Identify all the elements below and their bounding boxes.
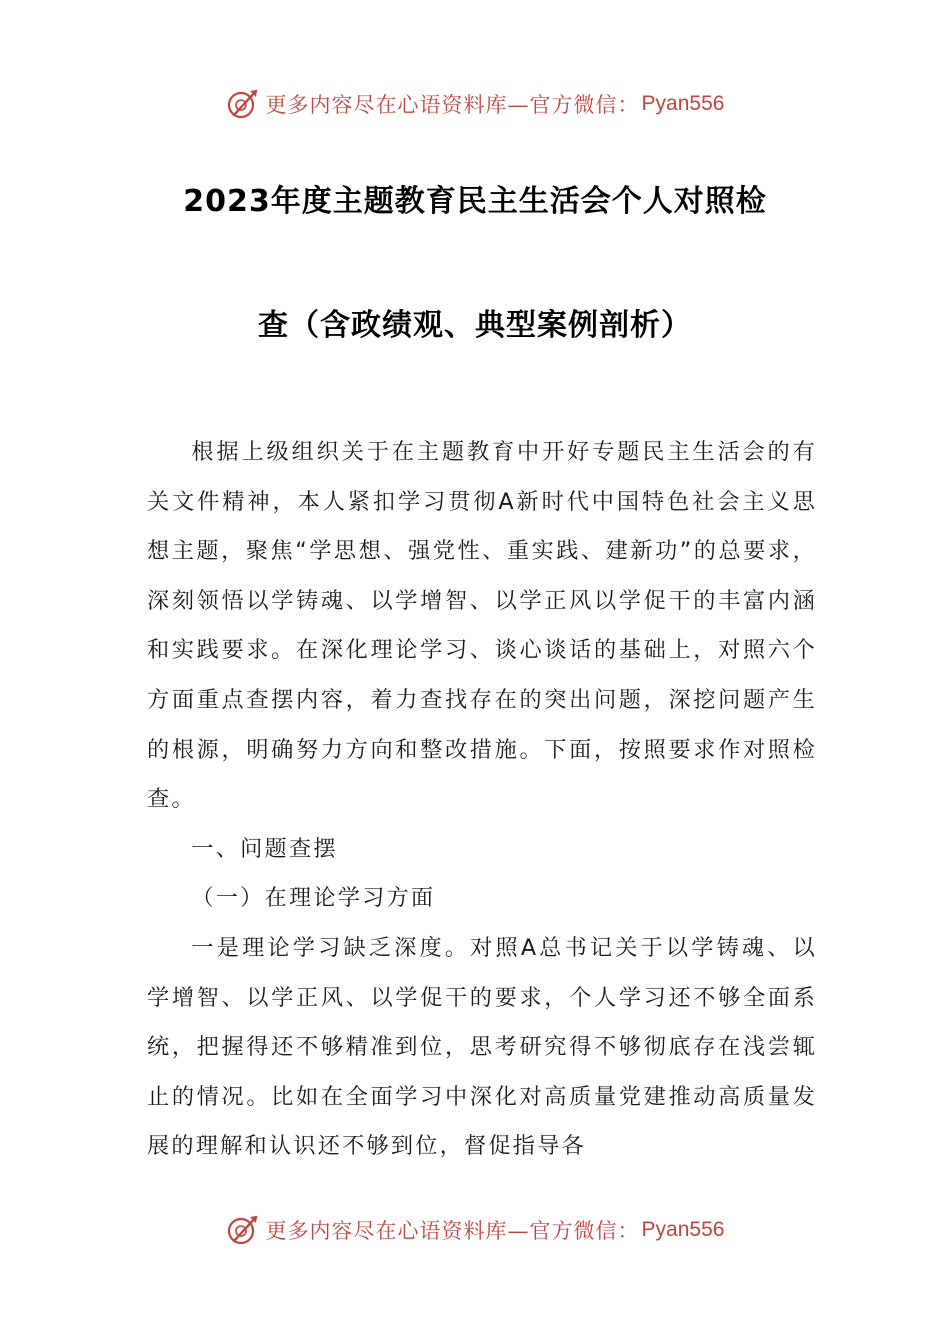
document-title-line-2: 查（含政绩观、典型案例剖析）	[258, 308, 692, 343]
banner-text: 更多内容尽在心语资料库—官方微信：	[265, 93, 640, 117]
subsection-heading: （一）在理论学习方面	[191, 885, 436, 912]
document-body	[147, 428, 817, 1172]
paragraph-intro: 根据上级组织关于在主题教育中开好专题民主生活会的有关文件精神，本人紧扣学习贯彻A新时代中国特色社会主义思想主题，聚焦“学思想、强党性、重实践、建新功”的总要求，深刻领悟以学铸魂、以学增智、以学正风以学促干的丰富内涵和实践要求。在深化理论学习、谈心谈话的基础上，对照六个方面重点查摆内容，着力查找存在的突出问题，深挖问题产生的根源，明确努力方向和整改措施。下面，按照要求作对照检查。	[147, 439, 817, 813]
paragraph-theory-study: 一是理论学习缺乏深度。对照A总书记关于以学铸魂、以学增智、以学正风、以学促干的要求，个人学习还不够全面系统，把握得还不够精准到位，思考研究得不够彻底存在浅尝辄止的情况。比如在全面学习中深化对高质量党建推动高质量发展的理解和认识还不够到位，督促指导各	[147, 934, 817, 1160]
document-title-line-1: 2023年度主题教育民主生活会个人对照检	[183, 184, 767, 219]
banner-text: 更多内容尽在心语资料库—官方微信：	[265, 1219, 640, 1243]
wechat-id: Pyan556	[641, 1218, 725, 1241]
wechat-id: Pyan556	[641, 92, 725, 115]
section-heading: 一、问题查摆	[191, 835, 338, 862]
quill-logo-icon	[226, 87, 260, 121]
header-watermark-banner	[0, 84, 950, 124]
footer-watermark-banner	[0, 1210, 950, 1250]
quill-logo-icon	[226, 1213, 260, 1247]
